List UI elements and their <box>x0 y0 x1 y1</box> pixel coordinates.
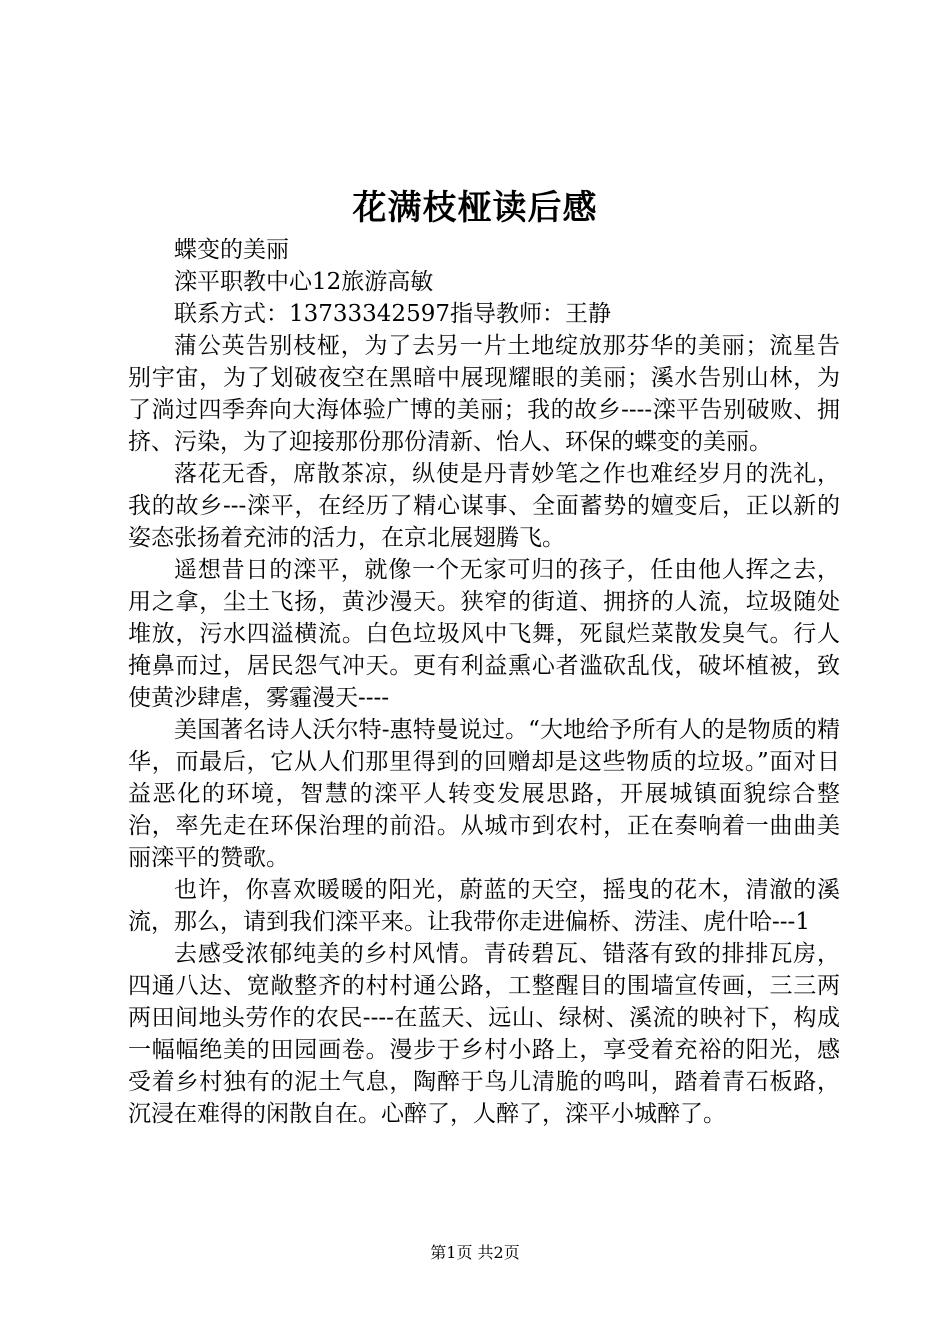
contact-line: 联系方式：13733342597指导教师：王静 <box>174 301 611 327</box>
body-paragraph: 去感受浓郁纯美的乡村风情。青砖碧瓦、错落有致的排排瓦房，四通八达、宽敞整齐的村村通公路，工整醒目的围墙宣传画，三三两两田间地头劳作的农民----在蓝天、远山、绿树、溪流的映衬下，构成一幅幅绝美的田园画卷。漫步于乡村小路上，享受着充裕的阳光，感受着乡村独有的泥土气息，陶醉于鸟儿清脆的鸣叫，踏着青石板路，沉浸在难得的闲散自在。心醉了，人醉了，滦平小城醉了。 <box>128 941 840 1127</box>
body-paragraph: 遥想昔日的滦平，就像一个无家可归的孩子，任由他人挥之去，用之拿，尘土飞扬，黄沙漫天。狭窄的街道、拥挤的人流，垃圾随处堆放，污水四溢横流。白色垃圾风中飞舞，死鼠烂菜散发臭气。行人掩鼻而过，居民怨气冲天。更有利益熏心者滥砍乱伐，破坏植被，致使黄沙肆虐，雾霾漫天---- <box>128 557 840 711</box>
page-footer: 第1页 共2页 <box>430 1243 520 1262</box>
body-paragraph: 美国著名诗人沃尔特-惠特曼说过。“大地给予所有人的是物质的精华，而最后，它从人们那里得到的回赠却是这些物质的垃圾。”面对日益恶化的环境，智慧的滦平人转变发展思路，开展城镇面貌综合整治，率先走在环保治理的前沿。从城市到农村，正在奏响着一曲曲美丽滦平的赞歌。 <box>128 717 840 871</box>
body-paragraph: 也许，你喜欢暖暖的阳光，蔚蓝的天空，摇曳的花木，清澈的溪流，那么，请到我们滦平来。让我带你走进偏桥、涝洼、虎什哈---1 <box>128 877 840 935</box>
document-title: 花满枝桠读后感 <box>352 188 598 228</box>
author-line: 滦平职教中心12旅游高敏 <box>174 269 434 295</box>
document-body <box>128 234 840 1130</box>
subtitle-line: 蝶变的美丽 <box>174 237 289 263</box>
body-paragraph: 落花无香，席散茶凉，纵使是丹青妙笔之作也难经岁月的洗礼，我的故乡---滦平，在经历了精心谋事、全面蓄势的嬗变后，正以新的姿态张扬着充沛的活力，在京北展翅腾飞。 <box>128 461 840 551</box>
body-paragraph: 蒲公英告别枝桠，为了去另一片土地绽放那芬华的美丽；流星告别宇宙，为了划破夜空在黑暗中展现耀眼的美丽；溪水告别山林，为了淌过四季奔向大海体验广博的美丽；我的故乡----滦平告别破败、拥挤、污染，为了迎接那份那份清新、怡人、环保的蝶变的美丽。 <box>128 333 840 455</box>
